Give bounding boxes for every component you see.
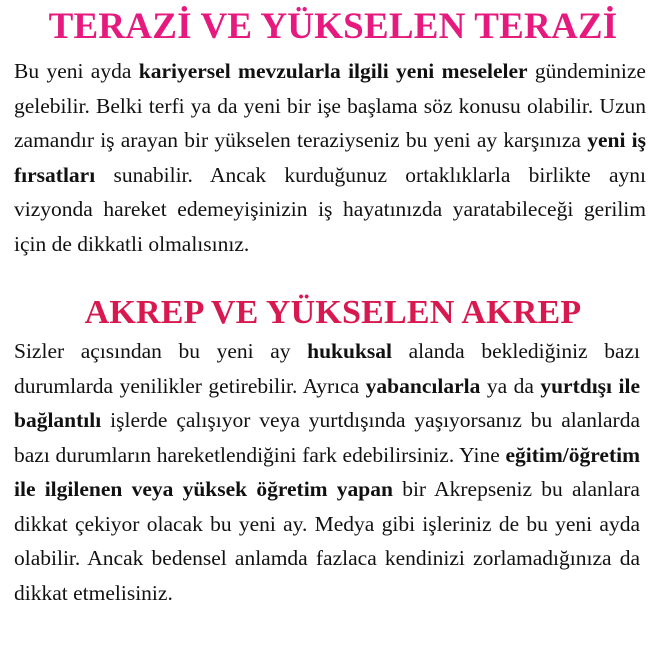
text-segment: ya da bbox=[480, 373, 541, 398]
text-segment: işlerde çalışıyor veya yurtdışında yaşıyorsanız bu alanlarda bazı durumların hareketlendiğini fark edebilirsiniz. Yine bbox=[14, 408, 640, 467]
text-segment: Sizler açısından bu yeni ay bbox=[14, 339, 308, 363]
bold-text-segment: eğitim/öğretim ile ilgilenen veya yüksek öğretim yapan bbox=[14, 442, 640, 501]
section-body-akrep bbox=[14, 334, 640, 610]
section-heading-terazi: TERAZİ VE YÜKSELEN TERAZİ bbox=[48, 6, 618, 47]
section-heading-akrep: AKREP VE YÜKSELEN AKREP bbox=[84, 294, 582, 331]
bold-text-segment: yurtdışı ile bağlantılı bbox=[14, 373, 640, 432]
text-segment: alanda beklediğiniz bazı durumlarda yenilikler getirebilir. Ayrıca bbox=[14, 339, 641, 398]
bold-text-segment: yeni iş fırsatları bbox=[14, 128, 646, 187]
bold-text-segment: kariyersel mevzularla ilgili yeni meseleler bbox=[138, 59, 528, 83]
text-segment: bir Akrepseniz bu alanlara dikkat çekiyor olacak bu yeni ay. Medya gibi işleriniz de bu yeni ayda olabilir. Ancak bedensel anlamda fazlaca kendinizi zorlamadığınıza da dikkat etmelisiniz. bbox=[14, 477, 640, 605]
text-segment: Bu yeni ayda bbox=[14, 59, 139, 83]
bold-text-segment: hukuksal bbox=[307, 339, 393, 363]
section-body-terazi bbox=[14, 54, 646, 261]
text-segment: gündeminize gelebilir. Belki terfi ya da yeni bir işe başlama söz konusu olabilir. Uzun zamandır iş arayan bir yükselen teraziyseniz bu yeni ay karşınıza bbox=[14, 59, 646, 152]
text-segment: sunabilir. Ancak kurduğunuz ortaklıklarla birlikte aynı vizyonda hareket edemeyişinizin iş hayatınızda yaratabileceği gerilim için de dikkatli olmalısınız. bbox=[14, 162, 646, 256]
bold-text-segment: yabancılarla bbox=[365, 373, 481, 398]
